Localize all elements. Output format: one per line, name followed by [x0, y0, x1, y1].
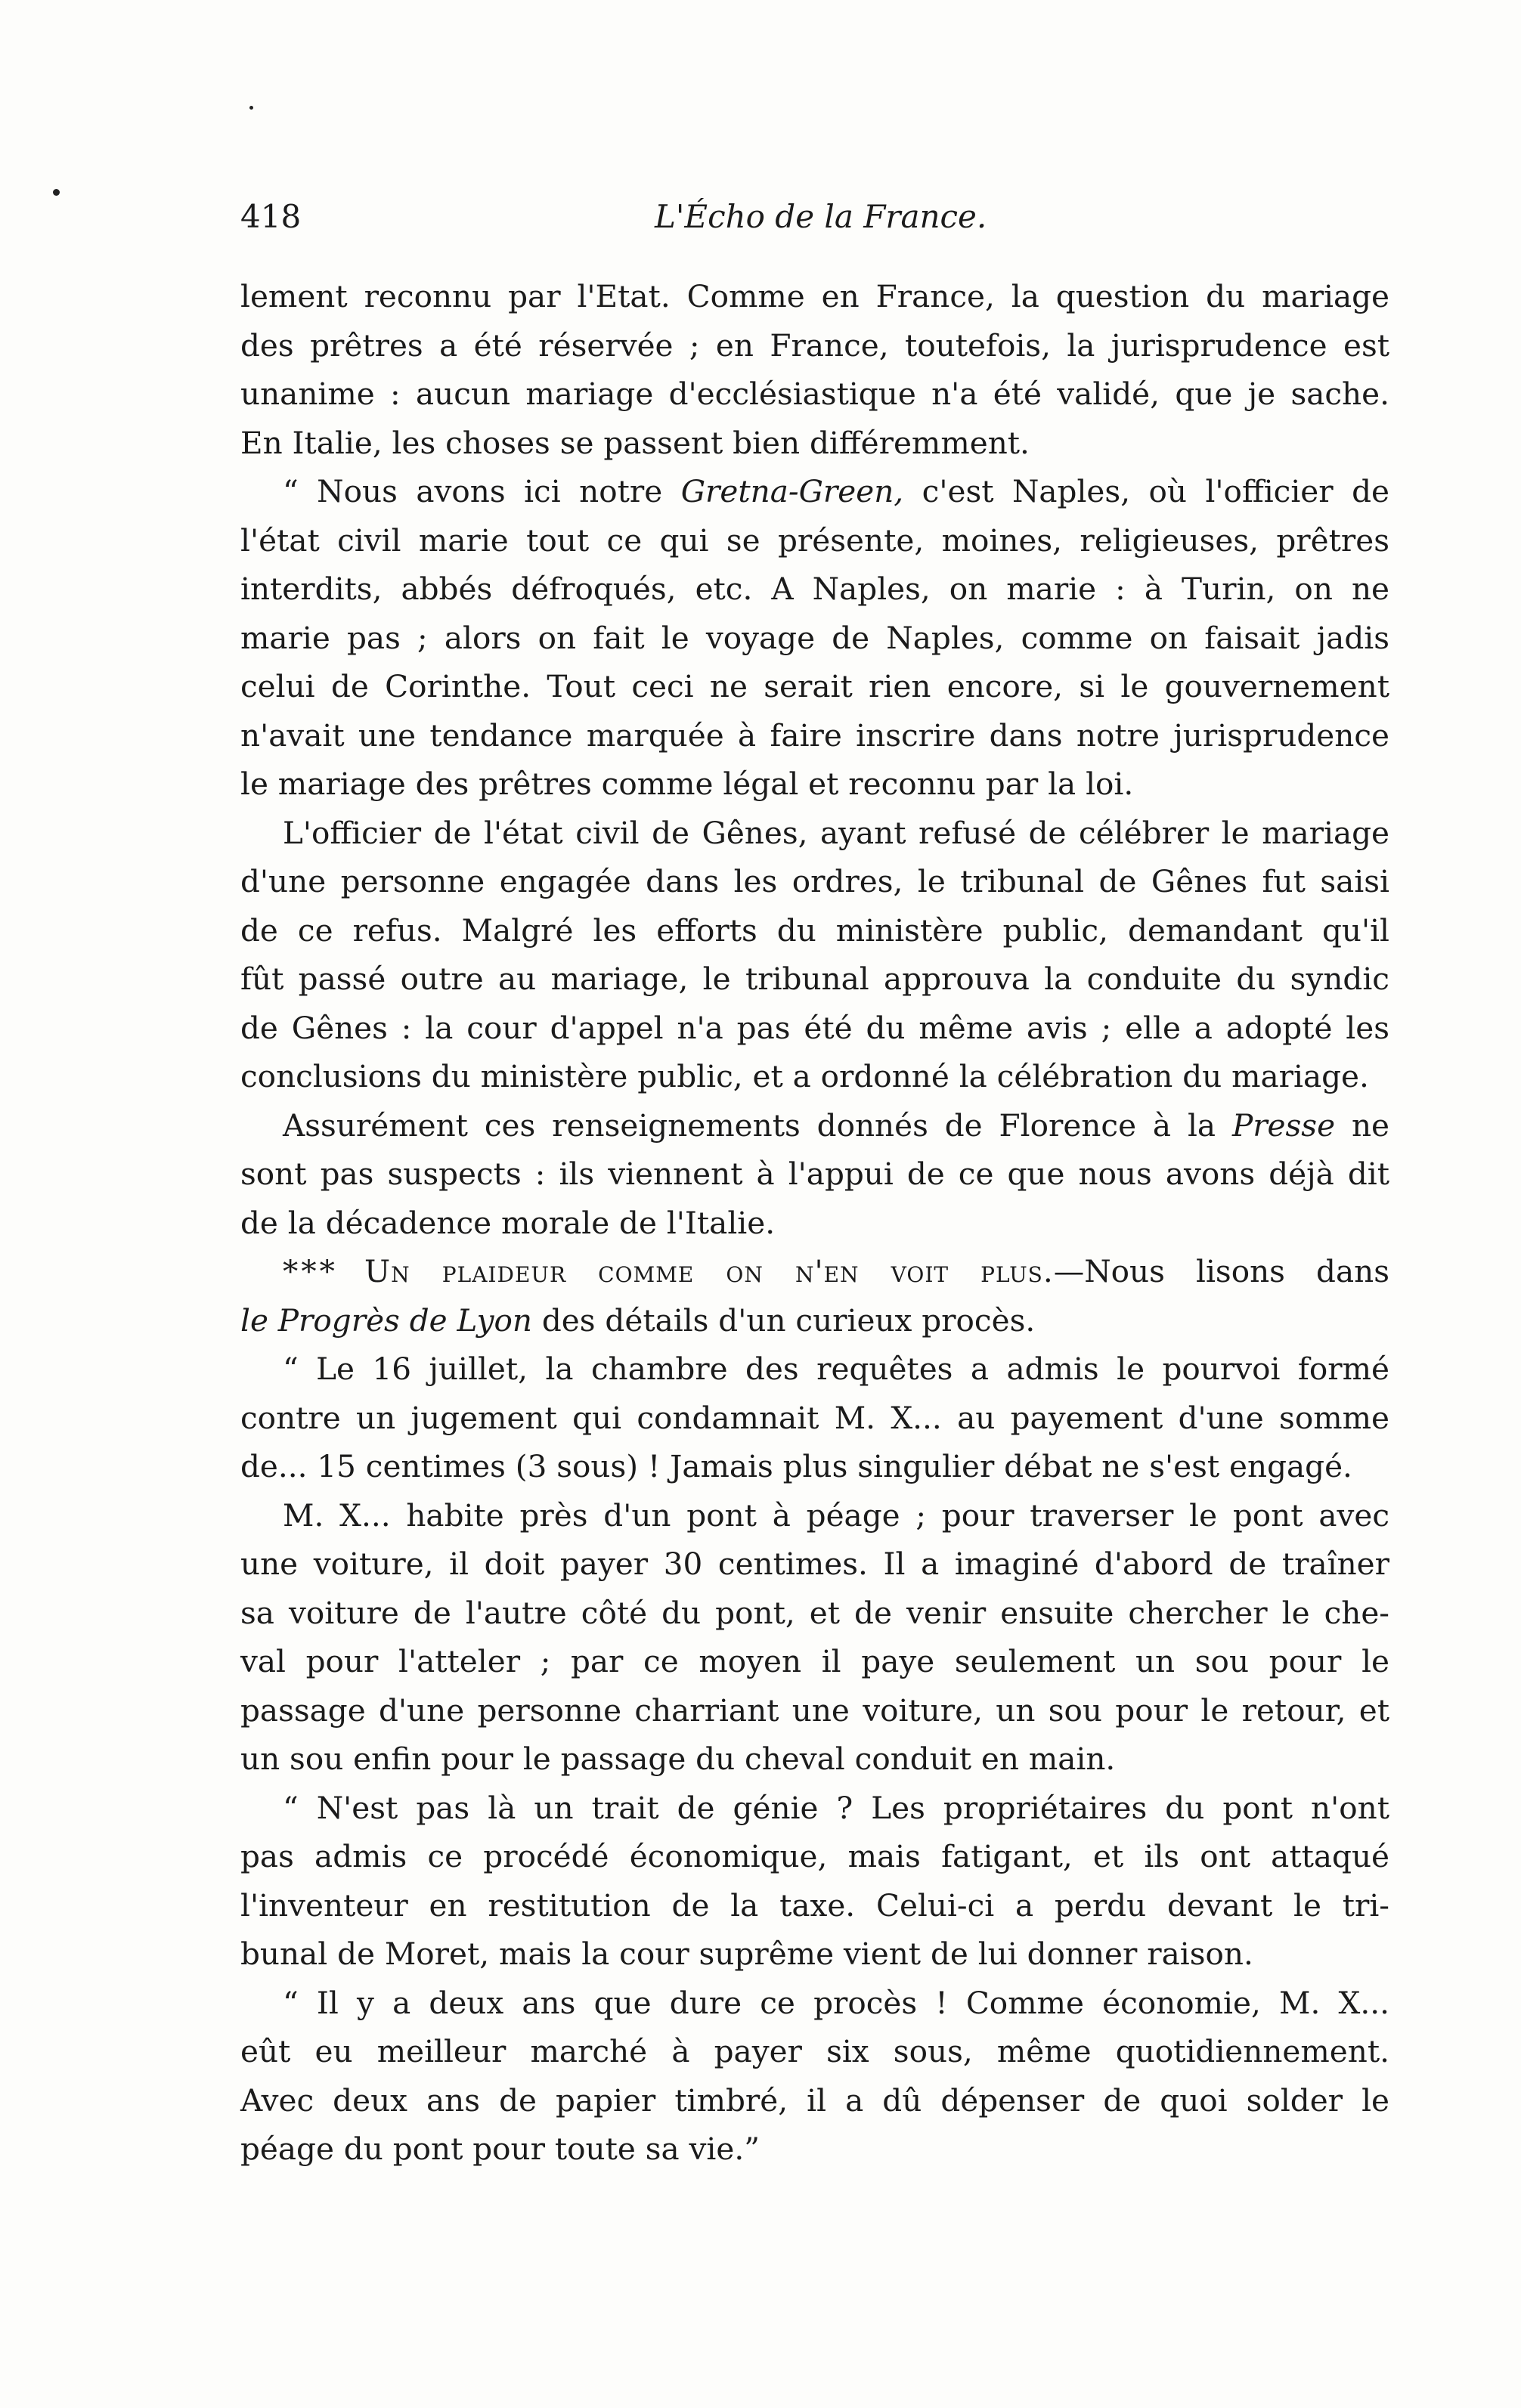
italic-term: Gretna-Green, — [680, 473, 904, 509]
italic-source: le Progrès de Lyon — [240, 1301, 532, 1339]
text-line: En Italie, les choses se passent bien différemment. — [240, 424, 1030, 461]
text-line: fût passé outre au mariage, le tribunal approuva la conduite du syndic — [240, 961, 1389, 997]
text-fragment: Assurément ces renseignements donnés de Florence à la — [283, 1107, 1232, 1144]
running-head — [240, 190, 996, 243]
text-line: sont pas suspects : ils viennent à l'appui de ce que nous avons déjà dit — [240, 1156, 1389, 1192]
paragraph-pont — [240, 1491, 1389, 1784]
text-fragment: c'est Naples, où l'officier de — [903, 473, 1389, 509]
text-line: d'une personne engagée dans les ordres, le tribunal de Gênes fut saisi — [240, 863, 1389, 899]
paragraph-proces — [240, 1979, 1389, 2174]
paragraph-presse — [240, 1101, 1389, 1248]
text-line: de Gênes : la cour d'appel n'a pas été du même avis ; elle a adopté les — [240, 1009, 1389, 1046]
text-line: eût eu meilleur marché à payer six sous, même quotidiennement. — [240, 2033, 1389, 2069]
ink-speck — [53, 189, 60, 196]
text-line: M. X... habite près d'un pont à péage ; pour traverser le pont avec — [283, 1496, 1389, 1534]
text-line: bunal de Moret, mais la cour suprême vient de lui donner raison. — [240, 1936, 1253, 1972]
paragraph-genes — [240, 809, 1389, 1101]
paragraph-gretna-green — [240, 467, 1389, 809]
text-line — [240, 1296, 1389, 1345]
text-line: sa voiture de l'autre côté du pont, et de venir ensuite chercher le che- — [240, 1594, 1389, 1631]
text-line: contre un jugement qui condamnait M. X... au payement d'une somme — [240, 1399, 1389, 1436]
text-line: celui de Corinthe. Tout ceci ne serait rien encore, si le gouvernement — [240, 668, 1389, 704]
text-line: lement reconnu par l'Etat. Comme en France, la question du mariage — [240, 278, 1389, 314]
text-line: n'avait une tendance marquée à faire inscrire dans notre jurisprudence — [240, 717, 1389, 754]
text-line — [240, 1101, 1389, 1150]
section-heading: Un plaideur comme on n'en voit plus. — [364, 1253, 1054, 1289]
text-line: de... 15 centimes (3 sous) ! Jamais plus singulier débat ne s'est engagé. — [240, 1448, 1352, 1484]
ink-speck — [249, 106, 253, 110]
text-line: de ce refus. Malgré les efforts du ministère public, demandant qu'il — [240, 912, 1389, 949]
text-line: “ N'est pas là un trait de génie ? Les propriétaires du pont n'ont — [283, 1789, 1389, 1826]
text-line: val pour l'atteler ; par ce moyen il paye seulement un sou pour le — [240, 1643, 1389, 1679]
text-line: des prêtres a été réservée ; en France, toutefois, la jurisprudence est — [240, 327, 1389, 364]
text-line — [240, 467, 1389, 516]
text-fragment: —Nous lisons dans — [1053, 1253, 1390, 1289]
text-line: une voiture, il doit payer 30 centimes. Il a imaginé d'abord de traîner — [240, 1546, 1389, 1582]
paragraph-section-heading — [240, 1247, 1389, 1345]
asterism: * * * — [283, 1253, 333, 1289]
text-fragment: “ Nous avons ici notre — [283, 473, 681, 509]
text-line: conclusions du ministère public, et a ordonné la célébration du mariage. — [240, 1058, 1369, 1094]
text-line: le mariage des prêtres comme légal et reconnu par la loi. — [240, 766, 1134, 802]
text-line: marie pas ; alors on fait le voyage de Naples, comme on faisait jadis — [240, 619, 1389, 656]
text-line: unanime : aucun mariage d'ecclésiastique n'a été validé, que je sache. — [240, 376, 1389, 412]
text-line: péage du pont pour toute sa vie.” — [240, 2131, 760, 2167]
body-text — [240, 272, 1389, 2174]
text-line: “ Le 16 juillet, la chambre des requêtes a admis le pourvoi formé — [283, 1351, 1389, 1387]
text-line: pas admis ce procédé économique, mais fatigant, et ils ont attaqué — [240, 1838, 1389, 1874]
text-line: de la décadence morale de l'Italie. — [240, 1204, 776, 1241]
paragraph-genie — [240, 1784, 1389, 1979]
italic-term: Presse — [1231, 1107, 1336, 1144]
paragraph-continuation — [240, 272, 1389, 467]
text-fragment: ne — [1335, 1107, 1389, 1144]
text-line: l'inventeur en restitution de la taxe. Celui-ci a perdu devant le tri- — [240, 1886, 1389, 1924]
text-line — [240, 1247, 1389, 1296]
text-line: passage d'une personne charriant une voiture, un sou pour le retour, et — [240, 1691, 1389, 1729]
page-number: 418 — [240, 198, 302, 235]
running-title: L'Écho de la France. — [655, 198, 987, 235]
text-line: interdits, abbés défroqués, etc. A Naples, on marie : à Turin, on ne — [240, 571, 1389, 607]
text-line: “ Il y a deux ans que dure ce procès ! Comme économie, M. X... — [283, 1984, 1389, 2021]
paragraph-requetes — [240, 1345, 1389, 1491]
text-line: un sou enfin pour le passage du cheval conduit en main. — [240, 1741, 1116, 1777]
text-line: Avec deux ans de papier timbré, il a dû dépenser de quoi solder le — [240, 2081, 1389, 2119]
text-line: L'officier de l'état civil de Gênes, ayant refusé de célébrer le mariage — [283, 814, 1389, 851]
text-line: l'état civil marie tout ce qui se présente, moines, religieuses, prêtres — [240, 522, 1389, 559]
text-fragment: des détails d'un curieux procès. — [532, 1301, 1036, 1339]
